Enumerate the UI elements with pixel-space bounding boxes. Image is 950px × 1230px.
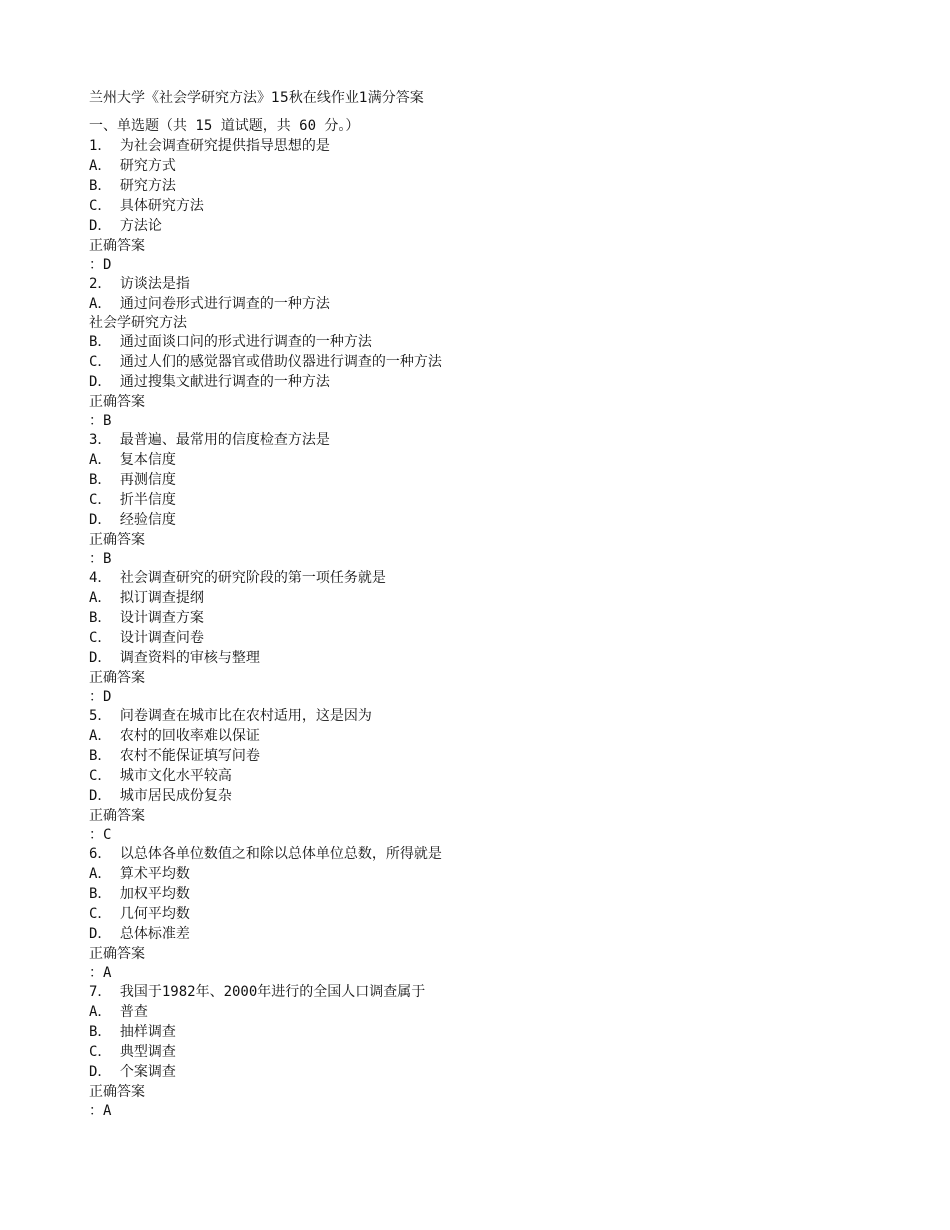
answer-value: ：D — [89, 257, 112, 273]
option-c: C． 具体研究方法 — [89, 198, 204, 214]
question-stem: 3． 最普遍、最常用的信度检查方法是 — [89, 432, 330, 448]
answer-label: 正确答案 — [89, 670, 145, 686]
option-d: D． 总体标准差 — [89, 926, 190, 942]
question-6 — [89, 844, 909, 982]
option-c: C． 典型调查 — [89, 1044, 176, 1060]
option-d: D． 方法论 — [89, 218, 162, 234]
option-d: D． 调查资料的审核与整理 — [89, 650, 260, 666]
option-c: C． 设计调查问卷 — [89, 630, 204, 646]
answer-value: ：A — [89, 965, 112, 981]
option-b: B． 再测信度 — [89, 472, 176, 488]
answer-label: 正确答案 — [89, 1084, 145, 1100]
option-d: D． 经验信度 — [89, 512, 176, 528]
option-c: C． 通过人们的感觉器官或借助仪器进行调查的一种方法 — [89, 354, 442, 370]
option-b: B． 加权平均数 — [89, 886, 190, 902]
document-title: 兰州大学《社会学研究方法》15秋在线作业1满分答案 — [89, 90, 424, 106]
question-3 — [89, 430, 909, 568]
option-b: B． 研究方法 — [89, 178, 176, 194]
question-7 — [89, 982, 909, 1120]
option-a: A． 普查 — [89, 1004, 148, 1020]
question-4 — [89, 568, 909, 706]
question-stem: 5． 问卷调查在城市比在农村适用，这是因为 — [89, 708, 372, 724]
question-5 — [89, 706, 909, 844]
answer-value: ：B — [89, 551, 112, 567]
option-c: C． 几何平均数 — [89, 906, 190, 922]
answer-value: ：A — [89, 1103, 112, 1119]
option-d: D． 城市居民成份复杂 — [89, 788, 232, 804]
option-d: D． 个案调查 — [89, 1064, 176, 1080]
document-page — [89, 88, 909, 1120]
question-1 — [89, 136, 909, 274]
answer-label: 正确答案 — [89, 394, 145, 410]
option-c: C． 城市文化水平较高 — [89, 768, 232, 784]
answer-value: ：B — [89, 413, 112, 429]
stray-text: 社会学研究方法 — [89, 315, 187, 331]
option-a: A． 农村的回收率难以保证 — [89, 728, 260, 744]
question-stem: 2． 访谈法是指 — [89, 276, 190, 292]
option-b: B． 农村不能保证填写问卷 — [89, 748, 260, 764]
option-a: A． 研究方式 — [89, 158, 176, 174]
option-b: B． 设计调查方案 — [89, 610, 204, 626]
option-a: A． 复本信度 — [89, 452, 176, 468]
answer-label: 正确答案 — [89, 946, 145, 962]
answer-label: 正确答案 — [89, 532, 145, 548]
answer-value: ：D — [89, 689, 112, 705]
option-b: B． 抽样调查 — [89, 1024, 176, 1040]
section-header: 一、单选题（共 15 道试题，共 60 分。） — [89, 118, 360, 134]
option-a: A． 拟订调查提纲 — [89, 590, 204, 606]
option-a: A． 通过问卷形式进行调查的一种方法 — [89, 296, 330, 312]
answer-label: 正确答案 — [89, 238, 145, 254]
question-stem: 7． 我国于1982年、2000年进行的全国人口调查属于 — [89, 984, 426, 1000]
question-stem: 1． 为社会调查研究提供指导思想的是 — [89, 138, 330, 154]
option-b: B． 通过面谈口问的形式进行调查的一种方法 — [89, 334, 372, 350]
question-stem: 4． 社会调查研究的研究阶段的第一项任务就是 — [89, 570, 386, 586]
option-a: A． 算术平均数 — [89, 866, 190, 882]
answer-value: ：C — [89, 827, 112, 843]
question-stem: 6． 以总体各单位数值之和除以总体单位总数，所得就是 — [89, 846, 442, 862]
question-2 — [89, 274, 909, 430]
answer-label: 正确答案 — [89, 808, 145, 824]
option-d: D． 通过搜集文献进行调查的一种方法 — [89, 374, 330, 390]
option-c: C． 折半信度 — [89, 492, 176, 508]
